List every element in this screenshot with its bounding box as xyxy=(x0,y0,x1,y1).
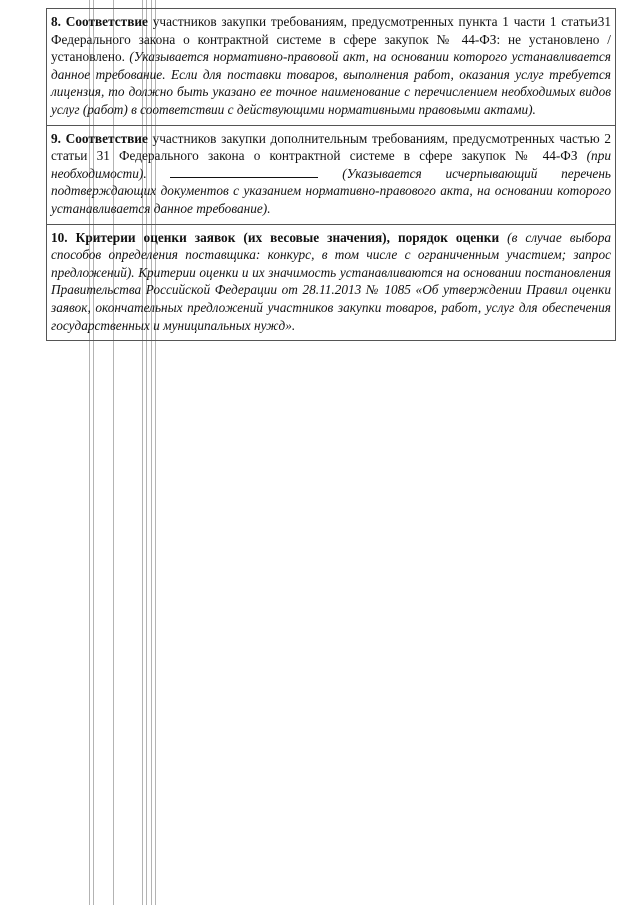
fill-in-blank xyxy=(170,165,318,178)
section-note: (Указывается нормативно-правовой акт, на основании которого устанавливается данное требование. Если для поставки товаров, выполнения работ, оказания услуг требуется лицензия, то должно быть указано ее точное наименование с перечислением необходимых видов услуг (работ) в соответствии с действующими нормативными правовыми актами). xyxy=(51,49,611,117)
section-title: Соответствие xyxy=(65,14,148,29)
section-title: Критерии оценки заявок (их весовые значения), порядок оценки xyxy=(75,229,500,245)
section-9 xyxy=(47,126,615,225)
section-text: участников закупки требованиям, предусмотренных пункта 1 части 1 статьи31 Федерального закона о контрактной системе в сфере закупок № 44-ФЗ: не установлено / установлено. xyxy=(51,14,611,65)
section-number: 10. xyxy=(51,229,68,245)
section-10 xyxy=(47,225,615,342)
section-note-inline: (при необходимости). xyxy=(51,148,611,181)
section-number: 9. xyxy=(51,130,61,146)
section-number: 8. xyxy=(51,14,61,29)
section-8 xyxy=(47,9,615,126)
section-note: (в случае выбора способов определения поставщика: конкурс, в том числе с ограниченным участием; запрос предложений). Критерии оценки и их значимость устанавливаются на основании постановления Правительства Российской Федерации от 28.11.2013 № 1085 «Об утверждении Правил оценки заявок, окончательных предложений участников закупки товаров, работ, услуг для обеспечения государственных и муниципальных нужд». xyxy=(51,229,611,333)
section-text: участников закупки дополнительным требованиям, предусмотренных частью 2 статьи 31 Федерального закона о контрактной системе в сфере закупок № 44-ФЗ xyxy=(51,130,611,164)
requirements-table xyxy=(46,8,616,341)
section-note: (Указывается исчерпывающий перечень подтверждающих документов с указанием нормативно-правового акта, на основании которого устанавливается данное требование). xyxy=(51,165,611,216)
section-title: Соответствие xyxy=(65,130,148,146)
